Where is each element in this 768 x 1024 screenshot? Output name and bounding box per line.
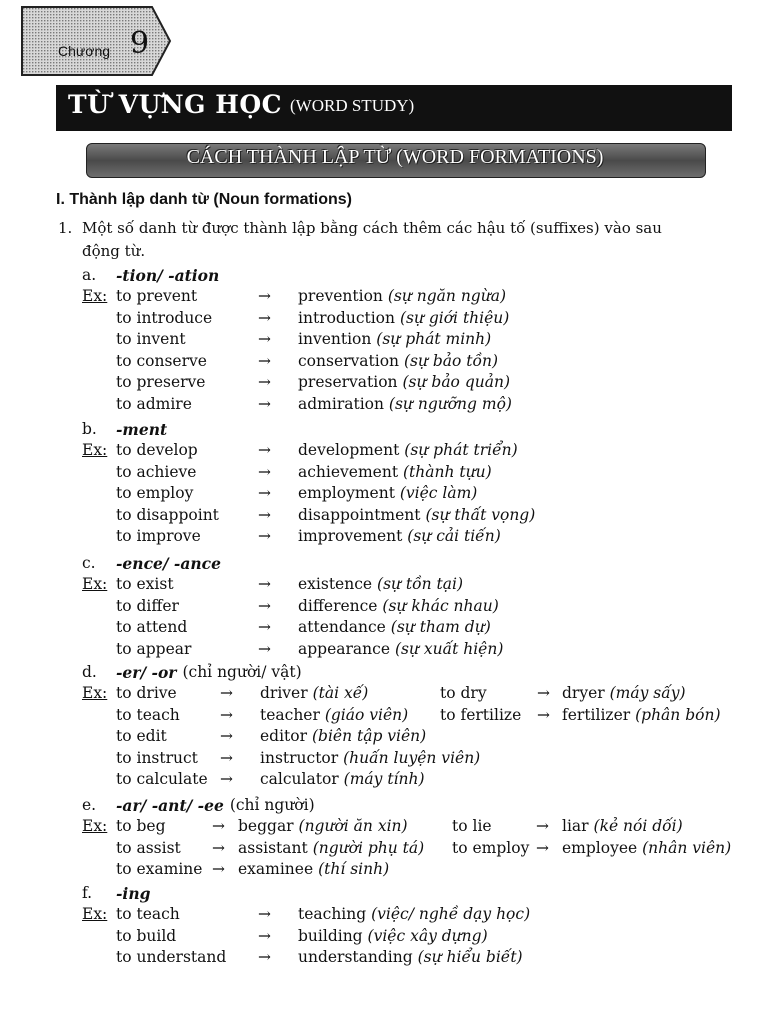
subtitle-text: CÁCH THÀNH LẬP TỪ (WORD FORMATIONS) <box>186 146 604 168</box>
arrow-icon: → <box>258 527 271 545</box>
suffix-label: -ence/ -ance <box>116 554 221 573</box>
section-heading: I. Thành lập danh từ (Noun formations) <box>56 191 353 208</box>
noun-word: achievement <box>298 462 399 481</box>
arrow-icon: → <box>258 575 271 593</box>
meaning-text: (biên tập viên) <box>311 727 427 745</box>
verb-word: to appear <box>116 639 192 658</box>
verb-word: to improve <box>116 527 201 545</box>
arrow-icon: → <box>220 705 233 724</box>
verb-word: to prevent <box>116 287 198 305</box>
noun-entry <box>238 839 424 857</box>
meaning-text: (sự ngưỡng mộ) <box>388 394 512 413</box>
noun-word: understanding <box>298 948 413 966</box>
noun-word: liar <box>562 817 589 835</box>
suffix-label: -tion/ -ation <box>116 266 220 285</box>
noun-entry <box>260 684 368 702</box>
noun-word: existence <box>298 575 373 593</box>
arrow-icon: → <box>258 287 271 305</box>
group-letter: a. <box>82 266 97 284</box>
noun-word: prevention <box>298 287 383 305</box>
suffix-label: -er/ -or <box>116 663 177 682</box>
arrow-icon: → <box>220 684 233 702</box>
meaning-text: (sự tham dự) <box>390 618 491 636</box>
verb-word: to fertilize <box>440 705 522 724</box>
verb-word: to attend <box>116 618 188 636</box>
noun-word: teaching <box>298 905 367 923</box>
noun-entry <box>298 287 506 305</box>
noun-word: conservation <box>298 351 400 370</box>
noun-entry <box>238 860 389 878</box>
verb-word: to introduce <box>116 308 213 327</box>
meaning-text: (máy tính) <box>343 770 425 788</box>
verb-word: to preserve <box>116 373 206 391</box>
noun-entry <box>298 352 498 370</box>
arrow-icon: → <box>536 817 549 835</box>
group-letter: c. <box>82 554 96 572</box>
meaning-text: (sự xuất hiện) <box>394 639 504 658</box>
noun-entry <box>298 441 518 459</box>
verb-word: to understand <box>116 948 227 966</box>
arrow-icon: → <box>258 905 271 923</box>
example-label: Ex: <box>82 684 108 702</box>
chapter-number: 9 <box>130 26 150 61</box>
noun-word: examinee <box>238 860 314 878</box>
suffix-label: -ing <box>116 884 151 903</box>
noun-entry <box>298 905 530 923</box>
noun-word: beggar <box>238 817 294 835</box>
noun-word: improvement <box>298 527 403 545</box>
verb-word: to employ <box>452 838 530 857</box>
noun-entry <box>562 839 731 857</box>
noun-word: building <box>298 926 363 945</box>
arrow-icon: → <box>536 838 549 857</box>
verb-word: to teach <box>116 905 180 923</box>
arrow-icon: → <box>258 308 271 327</box>
group-letter: f. <box>82 884 93 902</box>
verb-word: to edit <box>116 727 167 745</box>
meaning-text: (sự hiểu biết) <box>417 948 523 966</box>
verb-word: to build <box>116 926 177 945</box>
meaning-text: (việc xây dựng) <box>367 926 488 945</box>
meaning-text: (sự thất vọng) <box>425 505 536 524</box>
arrow-icon: → <box>258 639 271 658</box>
meaning-text: (sự giới thiệu) <box>399 308 510 327</box>
noun-entry <box>260 770 425 788</box>
noun-word: difference <box>298 596 378 615</box>
meaning-text: (sự bảo quản) <box>402 373 510 391</box>
noun-entry <box>298 309 509 327</box>
noun-entry <box>562 684 686 702</box>
meaning-text: (người ăn xin) <box>298 817 408 835</box>
meaning-text: (giáo viên) <box>324 705 409 724</box>
meaning-text: (sự phát triển) <box>404 441 518 459</box>
verb-word: to dry <box>440 684 487 702</box>
arrow-icon: → <box>258 351 271 370</box>
meaning-text: (tài xế) <box>312 684 369 702</box>
suffix-label: -ment <box>116 420 168 439</box>
noun-word: editor <box>260 727 308 745</box>
intro-line-1: Một số danh từ được thành lập bằng cách thêm các hậu tố (suffixes) vào sau <box>82 219 662 237</box>
meaning-text: (kẻ nói dối) <box>593 817 683 835</box>
verb-word: to conserve <box>116 351 207 370</box>
meaning-text: (nhân viên) <box>642 838 732 857</box>
chapter-tab <box>20 5 172 77</box>
meaning-text: (người phụ tá) <box>312 838 425 857</box>
arrow-icon: → <box>220 727 233 745</box>
noun-word: development <box>298 441 400 459</box>
noun-word: invention <box>298 330 372 348</box>
arrow-icon: → <box>212 860 225 878</box>
noun-entry <box>260 749 480 767</box>
noun-entry <box>260 706 408 724</box>
group-letter: e. <box>82 796 97 814</box>
verb-word: to examine <box>116 860 203 878</box>
noun-word: assistant <box>238 838 308 857</box>
noun-word: disappointment <box>298 505 421 524</box>
noun-entry <box>260 727 426 745</box>
noun-entry <box>238 817 408 835</box>
noun-word: driver <box>260 684 308 702</box>
meaning-text: (sự tồn tại) <box>377 575 464 593</box>
noun-entry <box>298 927 488 945</box>
meaning-text: (phân bón) <box>635 705 721 724</box>
noun-word: admiration <box>298 394 384 413</box>
noun-entry <box>298 330 491 348</box>
noun-word: dryer <box>562 684 605 702</box>
page-title: TỪ VỰNG HỌC <box>68 90 283 119</box>
example-label: Ex: <box>82 441 108 459</box>
intro-line-2: động từ. <box>82 242 146 260</box>
verb-word: to exist <box>116 575 174 593</box>
arrow-icon: → <box>258 330 271 348</box>
noun-entry <box>298 506 535 524</box>
arrow-icon: → <box>220 770 233 788</box>
noun-entry <box>298 527 501 545</box>
meaning-text: (máy sấy) <box>609 684 686 702</box>
suffix-note: (chỉ người) <box>229 796 315 814</box>
verb-word: to calculate <box>116 770 208 788</box>
chapter-label: Chương <box>58 43 111 59</box>
noun-entry <box>562 817 683 835</box>
arrow-icon: → <box>258 484 271 502</box>
arrow-icon: → <box>258 926 271 945</box>
arrow-icon: → <box>537 684 550 702</box>
example-label: Ex: <box>82 287 108 305</box>
meaning-text: (sự phát minh) <box>376 330 492 348</box>
arrow-icon: → <box>258 505 271 524</box>
verb-word: to lie <box>452 817 492 835</box>
verb-word: to drive <box>116 684 177 702</box>
noun-entry <box>298 395 512 413</box>
noun-word: employee <box>562 838 638 857</box>
arrow-icon: → <box>258 948 271 966</box>
example-label: Ex: <box>82 575 108 593</box>
noun-word: introduction <box>298 308 395 327</box>
suffix-note: (chỉ người/ vật) <box>182 663 302 681</box>
noun-entry <box>298 484 477 502</box>
noun-word: instructor <box>260 748 339 767</box>
arrow-icon: → <box>537 705 550 724</box>
noun-word: teacher <box>260 705 320 724</box>
noun-word: fertilizer <box>562 705 631 724</box>
meaning-text: (sự cải tiến) <box>407 527 501 545</box>
intro-number: 1. <box>58 219 73 237</box>
noun-entry <box>298 373 510 391</box>
arrow-icon: → <box>258 441 271 459</box>
verb-word: to disappoint <box>116 505 219 524</box>
noun-entry <box>562 706 721 724</box>
noun-entry <box>298 618 491 636</box>
verb-word: to instruct <box>116 748 198 767</box>
noun-word: preservation <box>298 373 398 391</box>
meaning-text: (thành tựu) <box>402 462 492 481</box>
meaning-text: (huấn luyện viên) <box>343 748 481 767</box>
noun-entry <box>298 948 523 966</box>
group-letter: b. <box>82 420 97 438</box>
meaning-text: (sự khác nhau) <box>382 596 499 615</box>
verb-word: to achieve <box>116 462 197 481</box>
verb-word: to assist <box>116 838 181 857</box>
arrow-icon: → <box>258 596 271 615</box>
example-label: Ex: <box>82 817 108 835</box>
group-letter: d. <box>82 663 97 681</box>
meaning-text: (sự ngăn ngừa) <box>387 287 507 305</box>
suffix-label: -ar/ -ant/ -ee <box>116 796 224 815</box>
noun-word: employment <box>298 484 395 502</box>
verb-word: to teach <box>116 705 180 724</box>
example-label: Ex: <box>82 905 108 923</box>
verb-word: to develop <box>116 441 198 459</box>
arrow-icon: → <box>258 394 271 413</box>
page-title-english: (WORD STUDY) <box>290 96 415 115</box>
arrow-icon: → <box>220 748 233 767</box>
meaning-text: (sự bảo tồn) <box>403 351 499 370</box>
verb-word: to employ <box>116 484 194 502</box>
noun-word: appearance <box>298 639 390 658</box>
noun-entry <box>298 575 463 593</box>
verb-word: to invent <box>116 330 186 348</box>
meaning-text: (thí sinh) <box>318 860 390 878</box>
noun-entry <box>298 597 499 615</box>
arrow-icon: → <box>212 817 225 835</box>
verb-word: to beg <box>116 817 166 835</box>
arrow-icon: → <box>258 618 271 636</box>
meaning-text: (việc/ nghề dạy học) <box>371 905 531 923</box>
noun-word: attendance <box>298 618 386 636</box>
arrow-icon: → <box>258 462 271 481</box>
arrow-icon: → <box>258 373 271 391</box>
noun-entry <box>298 463 492 481</box>
noun-entry <box>298 640 503 658</box>
verb-word: to admire <box>116 394 192 413</box>
noun-word: calculator <box>260 770 339 788</box>
meaning-text: (việc làm) <box>399 484 478 502</box>
arrow-icon: → <box>212 838 225 857</box>
verb-word: to differ <box>116 596 179 615</box>
